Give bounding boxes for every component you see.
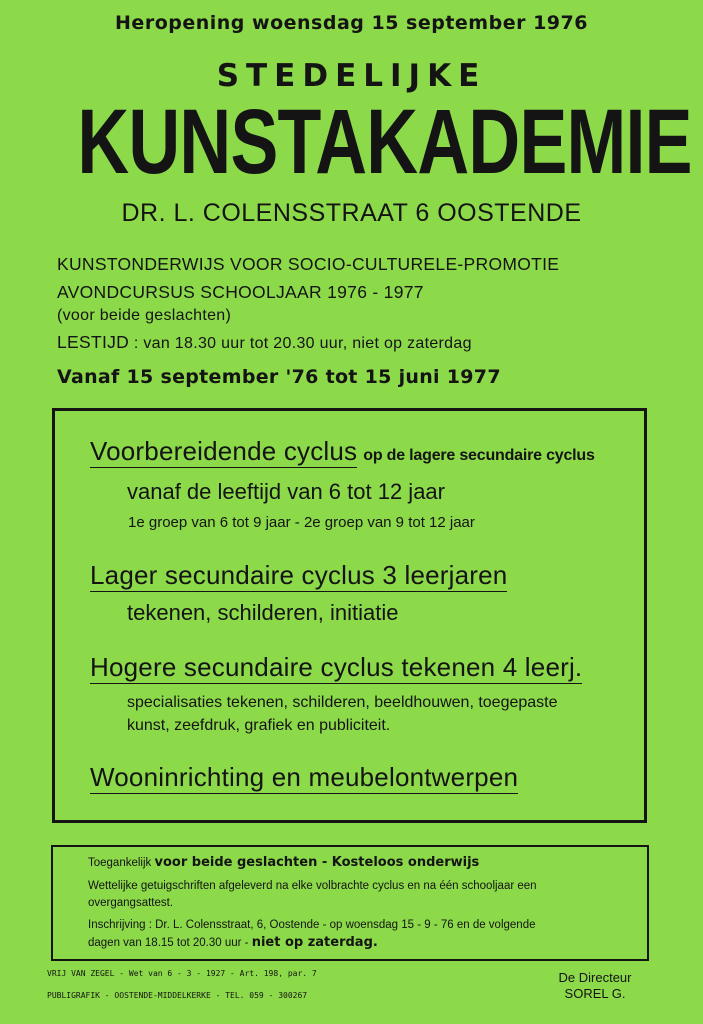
lestijd-label: LESTIJD [57,332,130,352]
info-hours: dagen van 18.15 tot 20.30 uur - [88,937,249,949]
course-3-line-1: specialisaties tekenen, schilderen, beeldhouwen, toegepaste [127,694,558,711]
course-4-title: Wooninrichting en meubelontwerpen [90,762,519,792]
course-3-heading [90,652,582,683]
course-1-title: Voorbereidende cyclus [90,436,358,466]
info-line-4: Inschrijving : Dr. L. Colensstraat, 6, Oostende - op woensdag 15 - 9 - 76 en de volgende [88,919,536,931]
course-3-line-2: kunst, zeefdruk, grafiek en publiciteit. [127,717,391,734]
lestijd-value: : van 18.30 uur tot 20.30 uur, niet op zaterdag [133,335,472,352]
address: DR. L. COLENSSTRAAT 6 OOSTENDE [121,199,582,227]
course-1-line-1: vanaf de leeftijd van 6 tot 12 jaar [127,479,445,504]
course-1-subtitle: op de lagere secundaire cyclus [363,447,595,464]
info-line-5 [88,935,378,950]
info-access-value: voor beide geslachten - Kosteloos onderwijs [154,855,480,870]
course-4-heading [90,762,518,793]
course-2-line-1: tekenen, schilderen, initiatie [127,600,399,625]
course-1-line-2: 1e groep van 6 tot 9 jaar - 2e groep van 9 tot 12 jaar [128,514,475,531]
reopening-heading: Heropening woensdag 15 september 1976 [115,12,588,34]
director-name: SOREL G. [564,986,626,1001]
info-line-1 [88,855,479,870]
course-3-title: Hogere secundaire cyclus tekenen 4 leerj. [90,652,583,682]
lestijd-line [57,332,472,353]
info-closed-day: niet op zaterdag. [251,935,378,950]
legal-line-1: VRIJ VAN ZEGEL - Wet van 6 - 3 - 1927 - Art. 198, par. 7 [47,969,317,978]
intro-line-3: (voor beide geslachten) [57,307,232,324]
period-heading: Vanaf 15 september '76 tot 15 juni 1977 [57,366,501,388]
poster-title: KUNSTAKADEMIE [77,91,692,193]
director-label: De Directeur [558,970,632,985]
course-2-title: Lager secundaire cyclus 3 leerjaren [90,560,508,590]
intro-line-1: KUNSTONDERWIJS VOOR SOCIO-CULTURELE-PROMOTIE [57,254,560,274]
course-1-heading [90,436,595,467]
institution-prefix: STEDELIJKE [216,58,487,94]
printer-line: PUBLIGRAFIK - OOSTENDE-MIDDELKERKE - TEL. 059 - 300267 [47,991,308,1000]
info-line-3: overgangsattest. [88,897,174,909]
info-line-2: Wettelijke getuigschriften afgeleverd na elke volbrachte cyclus en na één schooljaar een [88,880,537,892]
info-access-label: Toegankelijk [88,857,152,869]
intro-line-2: AVONDCURSUS SCHOOLJAAR 1976 - 1977 [57,282,424,302]
course-2-heading [90,560,507,591]
